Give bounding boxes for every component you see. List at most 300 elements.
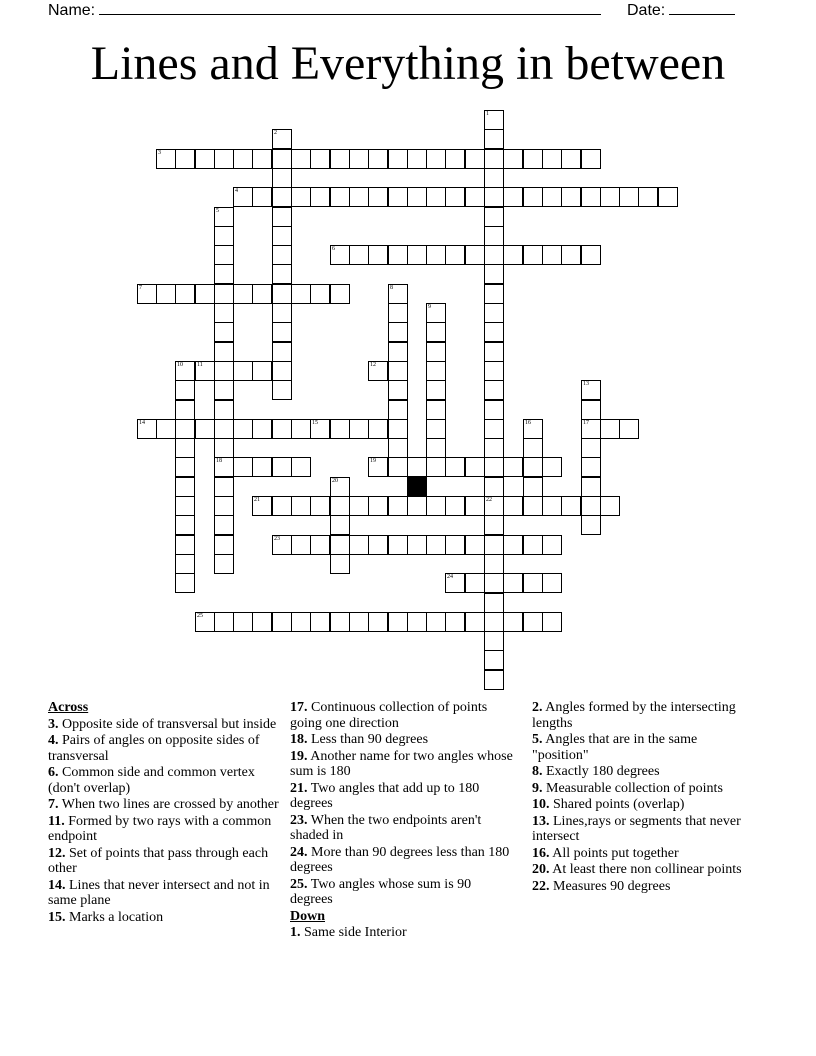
clue-down-9 <box>532 781 757 797</box>
grid-cell[interactable] <box>272 264 292 284</box>
grid-cell[interactable] <box>484 322 504 342</box>
grid-cell[interactable] <box>214 342 234 362</box>
grid-cell[interactable] <box>561 496 581 516</box>
grid-cell[interactable] <box>484 129 504 149</box>
grid-cell[interactable] <box>175 573 195 593</box>
grid-cell[interactable] <box>600 187 620 207</box>
grid-cell[interactable] <box>542 535 562 555</box>
grid-cell[interactable] <box>291 535 311 555</box>
grid-cell[interactable] <box>388 322 408 342</box>
grid-cell[interactable] <box>484 535 504 555</box>
grid-cell[interactable] <box>214 303 234 323</box>
grid-cell[interactable] <box>561 187 581 207</box>
grid-clue-number: 5 <box>216 208 219 214</box>
grid-clue-number: 8 <box>390 285 393 291</box>
grid-cell[interactable] <box>542 612 562 632</box>
grid-cell[interactable] <box>175 361 195 381</box>
grid-cell[interactable] <box>156 284 176 304</box>
grid-cell[interactable] <box>368 361 388 381</box>
grid-cell[interactable] <box>214 554 234 574</box>
grid-cell[interactable] <box>388 496 408 516</box>
grid-cell[interactable] <box>175 400 195 420</box>
grid-cell[interactable] <box>175 380 195 400</box>
grid-cell[interactable] <box>407 457 427 477</box>
grid-cell[interactable] <box>330 496 350 516</box>
grid-cell[interactable] <box>330 245 350 265</box>
grid-cell[interactable] <box>175 496 195 516</box>
grid-cell[interactable] <box>542 573 562 593</box>
grid-cell[interactable] <box>445 535 465 555</box>
grid-cell[interactable] <box>581 457 601 477</box>
grid-cell[interactable] <box>272 284 292 304</box>
grid-cell[interactable] <box>388 187 408 207</box>
grid-cell[interactable] <box>330 149 350 169</box>
grid-cell[interactable] <box>388 400 408 420</box>
grid-cell[interactable] <box>426 400 446 420</box>
grid-cell[interactable] <box>426 457 446 477</box>
grid-cell[interactable] <box>484 554 504 574</box>
grid-cell[interactable] <box>445 573 465 593</box>
grid-cell[interactable] <box>581 149 601 169</box>
grid-cell[interactable] <box>581 245 601 265</box>
grid-cell[interactable] <box>600 419 620 439</box>
grid-cell[interactable] <box>523 477 543 497</box>
grid-cell[interactable] <box>658 187 678 207</box>
grid-cell[interactable] <box>310 612 330 632</box>
grid-cell[interactable] <box>156 149 176 169</box>
grid-cell[interactable] <box>330 419 350 439</box>
grid-cell[interactable] <box>214 380 234 400</box>
grid-cell[interactable] <box>272 226 292 246</box>
grid-cell[interactable] <box>484 245 504 265</box>
grid-cell[interactable] <box>484 110 504 130</box>
grid-cell[interactable] <box>638 187 658 207</box>
grid-clue-number: 18 <box>216 458 222 464</box>
grid-cell[interactable] <box>426 438 446 458</box>
grid-cell[interactable] <box>445 149 465 169</box>
grid-cell[interactable] <box>388 342 408 362</box>
clue-text: Lines that never intersect and not in same plane <box>48 877 270 908</box>
grid-cell[interactable] <box>523 438 543 458</box>
grid-cell[interactable] <box>349 612 369 632</box>
grid-cell[interactable] <box>581 419 601 439</box>
grid-cell[interactable] <box>291 187 311 207</box>
grid-cell[interactable] <box>349 149 369 169</box>
grid-cell[interactable] <box>175 149 195 169</box>
grid-cell[interactable] <box>484 515 504 535</box>
grid-cell[interactable] <box>503 496 523 516</box>
grid-cell[interactable] <box>388 245 408 265</box>
grid-cell[interactable] <box>195 284 215 304</box>
grid-clue-number: 19 <box>370 458 376 464</box>
grid-cell[interactable] <box>388 457 408 477</box>
clue-number: 6. <box>48 765 59 780</box>
grid-cell[interactable] <box>272 361 292 381</box>
grid-cell[interactable] <box>523 535 543 555</box>
clue-down-20 <box>532 862 757 878</box>
grid-cell[interactable] <box>465 573 485 593</box>
grid-cell[interactable] <box>272 245 292 265</box>
grid-cell[interactable] <box>233 187 253 207</box>
grid-clue-number: 7 <box>139 285 142 291</box>
grid-cell[interactable] <box>445 612 465 632</box>
grid-cell[interactable] <box>484 457 504 477</box>
grid-cell[interactable] <box>214 419 234 439</box>
grid-cell[interactable] <box>388 361 408 381</box>
grid-cell[interactable] <box>484 207 504 227</box>
grid-cell[interactable] <box>407 612 427 632</box>
grid-cell[interactable] <box>503 149 523 169</box>
grid-cell[interactable] <box>484 264 504 284</box>
grid-cell[interactable] <box>503 535 523 555</box>
grid-cell[interactable] <box>214 226 234 246</box>
grid-cell[interactable] <box>388 149 408 169</box>
grid-cell[interactable] <box>542 187 562 207</box>
grid-cell[interactable] <box>368 149 388 169</box>
grid-cell[interactable] <box>426 419 446 439</box>
grid-cell[interactable] <box>291 419 311 439</box>
grid-cell[interactable] <box>214 535 234 555</box>
grid-cell[interactable] <box>407 245 427 265</box>
grid-cell[interactable] <box>465 245 485 265</box>
grid-cell[interactable] <box>503 187 523 207</box>
grid-cell[interactable] <box>272 207 292 227</box>
grid-cell[interactable] <box>272 342 292 362</box>
grid-cell[interactable] <box>619 187 639 207</box>
clue-number: 15. <box>48 909 66 925</box>
grid-cell[interactable] <box>426 187 446 207</box>
grid-cell[interactable] <box>388 612 408 632</box>
clue-across-21 <box>290 781 515 812</box>
grid-cell[interactable] <box>272 535 292 555</box>
grid-cell[interactable] <box>233 149 253 169</box>
grid-cell[interactable] <box>368 419 388 439</box>
grid-cell[interactable] <box>214 477 234 497</box>
grid-cell[interactable] <box>330 535 350 555</box>
grid-cell[interactable] <box>368 612 388 632</box>
grid-cell[interactable] <box>195 361 215 381</box>
grid-cell[interactable] <box>137 284 157 304</box>
grid-cell[interactable] <box>272 149 292 169</box>
clue-text: More than 90 degrees less than 180 degrees <box>290 844 510 875</box>
grid-cell[interactable] <box>388 380 408 400</box>
grid-cell[interactable] <box>349 187 369 207</box>
grid-cell[interactable] <box>214 361 234 381</box>
grid-cell[interactable] <box>484 226 504 246</box>
grid-cell[interactable] <box>484 670 504 690</box>
grid-cell[interactable] <box>426 149 446 169</box>
grid-cell[interactable] <box>175 457 195 477</box>
grid-cell[interactable] <box>175 284 195 304</box>
grid-cell[interactable] <box>581 187 601 207</box>
grid-cell[interactable] <box>214 207 234 227</box>
grid-clue-number: 16 <box>525 420 531 426</box>
grid-cell[interactable] <box>484 168 504 188</box>
grid-cell[interactable] <box>349 245 369 265</box>
grid-cell[interactable] <box>349 535 369 555</box>
grid-cell[interactable] <box>175 515 195 535</box>
grid-cell[interactable] <box>195 149 215 169</box>
clue-text: When the two endpoints aren't shaded in <box>290 812 482 843</box>
grid-cell[interactable] <box>523 612 543 632</box>
grid-cell[interactable] <box>330 554 350 574</box>
grid-cell[interactable] <box>484 342 504 362</box>
clue-text: Same side Interior <box>304 925 407 940</box>
grid-cell[interactable] <box>349 496 369 516</box>
grid-cell[interactable] <box>484 496 504 516</box>
grid-cell[interactable] <box>195 419 215 439</box>
grid-cell[interactable] <box>330 515 350 535</box>
date-label: Date: <box>627 2 666 19</box>
grid-cell[interactable] <box>291 612 311 632</box>
grid-cell[interactable] <box>175 535 195 555</box>
grid-cell[interactable] <box>426 380 446 400</box>
grid-cell[interactable] <box>214 612 234 632</box>
grid-cell[interactable] <box>465 149 485 169</box>
grid-cell[interactable] <box>214 515 234 535</box>
grid-cell[interactable] <box>272 303 292 323</box>
clue-text: Shared points (overlap) <box>553 797 685 812</box>
clue-number: 17. <box>290 700 308 715</box>
grid-cell[interactable] <box>233 457 253 477</box>
grid-cell[interactable] <box>272 187 292 207</box>
grid-cell[interactable] <box>233 419 253 439</box>
grid-cell[interactable] <box>484 593 504 613</box>
grid-cell[interactable] <box>214 322 234 342</box>
grid-cell[interactable] <box>310 284 330 304</box>
clue-down-16 <box>532 846 757 862</box>
clue-number: 9. <box>532 780 543 796</box>
grid-cell[interactable] <box>252 419 272 439</box>
grid-cell[interactable] <box>291 496 311 516</box>
grid-cell[interactable] <box>407 535 427 555</box>
clue-text: Measurable collection of points <box>546 780 723 796</box>
grid-cell[interactable] <box>330 477 350 497</box>
clue-text: Two angles whose sum is 90 degrees <box>290 876 472 907</box>
grid-cell[interactable] <box>252 496 272 516</box>
clue-across-17 <box>290 700 515 731</box>
grid-cell[interactable] <box>310 496 330 516</box>
grid-clue-number: 14 <box>139 420 145 426</box>
clue-text: At least there non collinear points <box>552 862 742 877</box>
grid-cell[interactable] <box>523 496 543 516</box>
grid-cell[interactable] <box>349 419 369 439</box>
clue-down-1 <box>290 925 515 941</box>
grid-cell[interactable] <box>291 149 311 169</box>
grid-cell[interactable] <box>388 419 408 439</box>
grid-cell[interactable] <box>368 245 388 265</box>
grid-cell[interactable] <box>214 149 234 169</box>
grid-cell[interactable] <box>426 612 446 632</box>
grid-cell[interactable] <box>407 496 427 516</box>
grid-cell[interactable] <box>175 477 195 497</box>
clue-text: Opposite side of transversal but inside <box>62 716 277 732</box>
grid-cell[interactable] <box>542 457 562 477</box>
grid-cell[interactable] <box>581 477 601 497</box>
clue-across-14 <box>48 878 283 909</box>
grid-cell[interactable] <box>272 457 292 477</box>
grid-cell[interactable] <box>137 419 157 439</box>
grid-cell[interactable] <box>426 322 446 342</box>
grid-cell[interactable] <box>252 284 272 304</box>
grid-cell[interactable] <box>561 149 581 169</box>
grid-cell[interactable] <box>214 400 234 420</box>
grid-cell[interactable] <box>233 284 253 304</box>
grid-cell[interactable] <box>272 322 292 342</box>
clue-number: 18. <box>290 732 308 747</box>
grid-cell[interactable] <box>175 554 195 574</box>
grid-cell[interactable] <box>542 149 562 169</box>
grid-cell[interactable] <box>252 361 272 381</box>
grid-cell[interactable] <box>368 457 388 477</box>
clue-text: Exactly 180 degrees <box>546 764 660 779</box>
grid-cell[interactable] <box>484 477 504 497</box>
grid-cell[interactable] <box>291 284 311 304</box>
grid-cell[interactable] <box>388 284 408 304</box>
clue-across-25 <box>290 877 515 908</box>
grid-cell[interactable] <box>484 284 504 304</box>
clue-across-4 <box>48 733 283 764</box>
grid-clue-number: 17 <box>583 420 589 426</box>
grid-cell[interactable] <box>523 457 543 477</box>
grid-cell[interactable] <box>619 419 639 439</box>
grid-cell[interactable] <box>523 419 543 439</box>
grid-cell[interactable] <box>291 457 311 477</box>
grid-cell[interactable] <box>252 149 272 169</box>
grid-cell[interactable] <box>484 361 504 381</box>
grid-cell[interactable] <box>561 245 581 265</box>
grid-cell[interactable] <box>330 612 350 632</box>
grid-cell[interactable] <box>542 245 562 265</box>
grid-cell[interactable] <box>252 612 272 632</box>
grid-cell[interactable] <box>388 535 408 555</box>
grid-cell[interactable] <box>272 129 292 149</box>
grid-cell[interactable] <box>484 149 504 169</box>
grid-cell[interactable] <box>426 342 446 362</box>
grid-cell[interactable] <box>484 303 504 323</box>
grid-cell[interactable] <box>465 187 485 207</box>
grid-cell[interactable] <box>484 419 504 439</box>
grid-cell[interactable] <box>426 496 446 516</box>
grid-cell[interactable] <box>503 612 523 632</box>
grid-cell[interactable] <box>465 457 485 477</box>
grid-cell[interactable] <box>465 496 485 516</box>
grid-cell[interactable] <box>368 187 388 207</box>
grid-cell[interactable] <box>233 612 253 632</box>
clue-text: Another name for two angles whose sum is 180 <box>290 748 513 779</box>
grid-cell[interactable] <box>503 457 523 477</box>
grid-cell[interactable] <box>272 168 292 188</box>
grid-cell[interactable] <box>407 149 427 169</box>
clue-number: 23. <box>290 812 308 828</box>
grid-cell[interactable] <box>310 535 330 555</box>
grid-cell[interactable] <box>426 303 446 323</box>
grid-cell[interactable] <box>465 535 485 555</box>
grid-cell[interactable] <box>156 419 176 439</box>
clue-number: 21. <box>290 780 308 796</box>
grid-cell[interactable] <box>581 400 601 420</box>
grid-cell[interactable] <box>484 187 504 207</box>
grid-cell[interactable] <box>272 496 292 516</box>
grid-cell[interactable] <box>175 419 195 439</box>
grid-cell[interactable] <box>426 361 446 381</box>
clues-column-1 <box>48 700 283 926</box>
grid-cell[interactable] <box>523 149 543 169</box>
grid-cell[interactable] <box>503 573 523 593</box>
grid-cell[interactable] <box>581 515 601 535</box>
grid-cell[interactable] <box>233 361 253 381</box>
grid-cell[interactable] <box>465 612 485 632</box>
grid-cell[interactable] <box>523 245 543 265</box>
grid-cell[interactable] <box>407 187 427 207</box>
grid-cell[interactable] <box>503 245 523 265</box>
grid-cell[interactable] <box>368 535 388 555</box>
grid-cell[interactable] <box>484 438 504 458</box>
grid-cell[interactable] <box>310 187 330 207</box>
grid-cell[interactable] <box>600 496 620 516</box>
grid-cell[interactable] <box>388 303 408 323</box>
grid-cell[interactable] <box>426 245 446 265</box>
grid-cell[interactable] <box>214 264 234 284</box>
grid-cell[interactable] <box>523 187 543 207</box>
grid-cell[interactable] <box>581 380 601 400</box>
grid-cell[interactable] <box>330 284 350 304</box>
grid-cell[interactable] <box>330 187 350 207</box>
grid-cell[interactable] <box>252 187 272 207</box>
clue-number: 14. <box>48 877 66 893</box>
grid-cell[interactable] <box>484 631 504 651</box>
grid-cell[interactable] <box>310 419 330 439</box>
grid-cell[interactable] <box>195 612 215 632</box>
grid-cell[interactable] <box>214 284 234 304</box>
grid-cell[interactable] <box>368 496 388 516</box>
grid-cell[interactable] <box>484 612 504 632</box>
clue-text: Two angles that add up to 180 degrees <box>290 780 480 811</box>
grid-cell[interactable] <box>252 457 272 477</box>
grid-cell[interactable] <box>214 438 234 458</box>
grid-cell[interactable] <box>484 380 504 400</box>
clue-number: 22. <box>532 878 550 894</box>
grid-cell[interactable] <box>523 573 543 593</box>
grid-cell[interactable] <box>214 496 234 516</box>
grid-cell[interactable] <box>388 438 408 458</box>
grid-cell[interactable] <box>272 419 292 439</box>
grid-cell[interactable] <box>484 573 504 593</box>
clue-number: 1. <box>290 925 301 940</box>
grid-cell[interactable] <box>272 612 292 632</box>
grid-cell[interactable] <box>214 457 234 477</box>
grid-cell[interactable] <box>542 496 562 516</box>
grid-cell[interactable] <box>484 400 504 420</box>
grid-cell[interactable] <box>426 535 446 555</box>
grid-cell[interactable] <box>445 245 465 265</box>
clue-text: Lines,rays or segments that never intersect <box>532 813 741 844</box>
grid-clue-number: 11 <box>197 362 203 368</box>
clues-column-2 <box>290 700 515 942</box>
grid-cell[interactable] <box>445 457 465 477</box>
grid-cell[interactable] <box>445 187 465 207</box>
grid-cell[interactable] <box>272 380 292 400</box>
grid-cell[interactable] <box>310 149 330 169</box>
grid-cell[interactable] <box>214 245 234 265</box>
grid-cell[interactable] <box>484 650 504 670</box>
clue-text: When two lines are crossed by another <box>61 797 279 812</box>
clue-number: 3. <box>48 716 59 732</box>
grid-cell[interactable] <box>175 438 195 458</box>
grid-cell[interactable] <box>581 438 601 458</box>
grid-cell[interactable] <box>445 496 465 516</box>
grid-cell[interactable] <box>581 496 601 516</box>
